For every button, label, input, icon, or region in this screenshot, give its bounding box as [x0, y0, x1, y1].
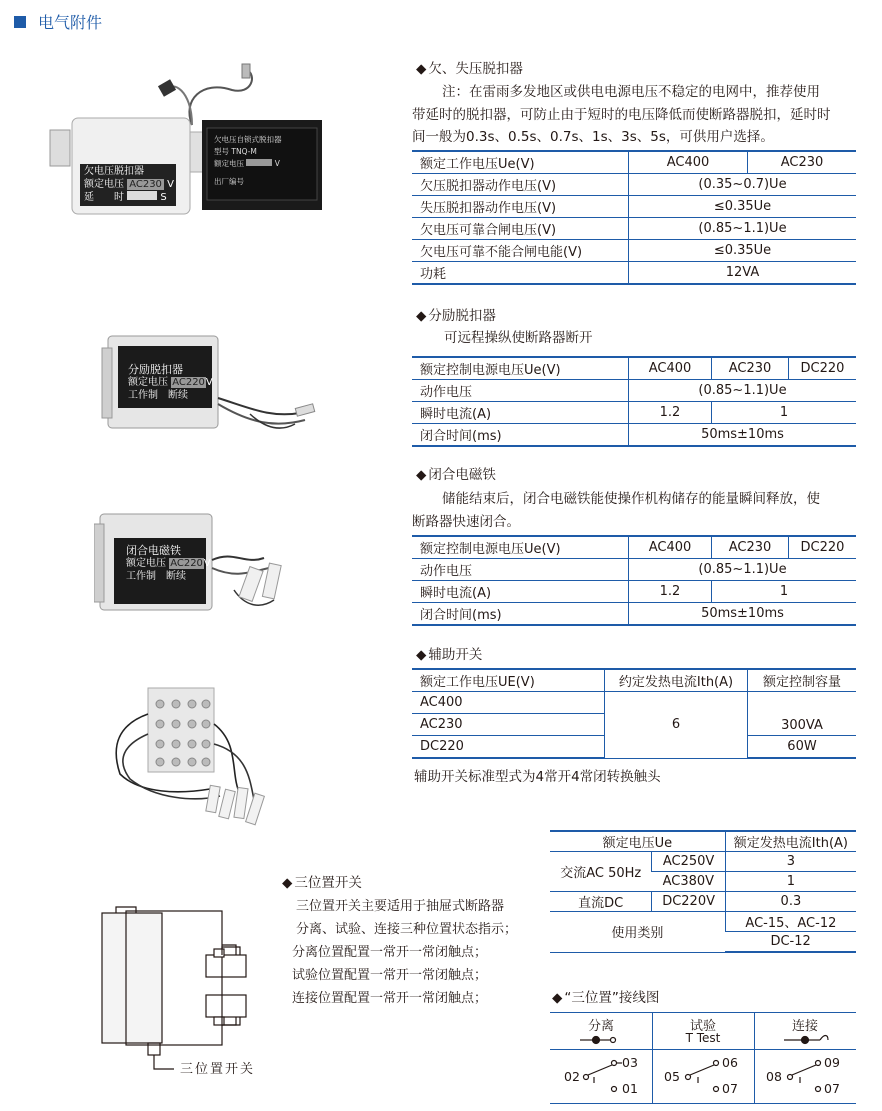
- shunt-note: 可远程操纵使断路器断开: [444, 330, 593, 346]
- cell-value: (0.85~1.1)Ue: [629, 559, 857, 581]
- section-title: 分励脱扣器: [428, 308, 496, 324]
- undervoltage-left-label: [84, 165, 174, 204]
- section-title: “三位置”接线图: [564, 990, 660, 1006]
- undervoltage-spec-table: [412, 150, 856, 285]
- table-row: [412, 559, 856, 581]
- undervoltage-heading: [416, 58, 523, 80]
- terminal-no: 06: [722, 1055, 738, 1070]
- cell-value: AC230: [712, 357, 789, 380]
- three-position-heading: [282, 872, 362, 894]
- cell-value: 0.3: [725, 892, 856, 912]
- label-value: AC220: [170, 558, 203, 569]
- cell-value: AC380V: [652, 872, 725, 892]
- column-header: 额定控制容量: [748, 669, 857, 692]
- auxiliary-footnote: 辅助开关标准型式为4常开4常闭转换触头: [414, 769, 661, 785]
- table-row: [412, 218, 856, 240]
- row-label: 闭合时间(ms): [412, 603, 629, 626]
- description-line: 三位置开关主要适用于抽屉式断路器: [296, 899, 505, 914]
- label-unit: V: [167, 179, 174, 190]
- cell-value: 1: [712, 581, 857, 603]
- table-row: [550, 852, 856, 872]
- note-line: 间一般为0.3s、0.5s、0.7s、1s、3s、5s，可供用户选择。: [412, 129, 774, 145]
- cell-value: ≤0.35Ue: [629, 196, 857, 218]
- note-line: 注：在雷雨多发地区或供电电源电压不稳定的电网中，推荐使用: [442, 84, 820, 100]
- table-row: [550, 892, 856, 912]
- cell-value: 50ms±10ms: [629, 424, 857, 447]
- description-line: 连接位置配置一常开一常闭触点；: [292, 991, 488, 1006]
- row-label: 欠电压可靠不能合闸电能(V): [412, 240, 629, 262]
- page-header: [14, 10, 102, 33]
- capacity-cell: 60W: [748, 736, 857, 759]
- label-line: 额定电压: [214, 159, 244, 168]
- cell-value: (0.35~0.7)Ue: [629, 174, 857, 196]
- section-title: 辅助开关: [428, 647, 483, 663]
- diamond-bullet-icon: ◆: [552, 990, 563, 1006]
- table-row: [412, 174, 856, 196]
- note-line: 断路器快速闭合。: [412, 513, 520, 530]
- cell-value: AC400: [629, 536, 712, 559]
- closing-note: [412, 488, 862, 533]
- section-title: 三位置开关: [294, 875, 362, 891]
- table-row: [412, 424, 856, 447]
- terminal-nc: 07: [722, 1081, 738, 1096]
- voltage-cell: DC220: [412, 736, 605, 759]
- cell-value: 1: [725, 872, 856, 892]
- terminal-no: 03: [622, 1055, 638, 1070]
- table-row: [412, 581, 856, 603]
- section-title: 欠、失压脱扣器: [428, 61, 523, 77]
- label-line: 额定电压: [84, 179, 124, 190]
- cell-value: DC220: [789, 357, 857, 380]
- wiring-col-test: 试验: [689, 1019, 716, 1034]
- table-row: [412, 240, 856, 262]
- terminal-nc: 01: [622, 1081, 638, 1096]
- cell-value: 12VA: [629, 262, 857, 285]
- table-row: [412, 692, 856, 714]
- column-header: 额定工作电压UE(V): [412, 669, 605, 692]
- cell-value: DC-12: [725, 932, 856, 953]
- shunt-spec-table: [412, 356, 856, 447]
- cell-value: AC400: [629, 357, 712, 380]
- cell-value: AC230: [748, 151, 857, 174]
- row-label: 瞬时电流(A): [412, 402, 629, 424]
- table-row: [550, 831, 856, 852]
- table-row: [550, 912, 856, 932]
- description-line: 分离、试验、连接三种位置状态指示；: [296, 922, 518, 937]
- row-label: 额定控制电源电压Ue(V): [412, 357, 629, 380]
- label-line: 延 时: [84, 192, 124, 203]
- auxiliary-switch-photo: [100, 684, 280, 834]
- label-line: 额定电压: [126, 558, 166, 569]
- table-row: [412, 402, 856, 424]
- table-row: [412, 151, 856, 174]
- column-header: 额定电压Ue: [550, 831, 725, 852]
- row-label: 失压脱扣器动作电压(V): [412, 196, 629, 218]
- row-label: 功耗: [412, 262, 629, 285]
- cell-value: AC230: [712, 536, 789, 559]
- cell-value: AC250V: [652, 852, 725, 872]
- label-title: 欠电压自锁式脱扣器: [214, 135, 282, 144]
- row-label: 欠电压可靠合闸电压(V): [412, 218, 629, 240]
- cell-value: DC220: [789, 536, 857, 559]
- diamond-bullet-icon: ◆: [282, 875, 293, 891]
- table-row: [412, 380, 856, 402]
- row-label: 动作电压: [412, 559, 629, 581]
- row-label: 额定控制电源电压Ue(V): [412, 536, 629, 559]
- closing-photo-label: [126, 544, 211, 583]
- terminal-common: 08: [766, 1069, 782, 1084]
- capacity-cell: 300VA: [748, 692, 857, 736]
- header-square-icon: [14, 16, 26, 28]
- label-model: 型号 TNQ-M: [214, 147, 257, 156]
- table-row: [412, 262, 856, 285]
- diamond-bullet-icon: ◆: [416, 308, 427, 324]
- note-line: 储能结束后，闭合电磁铁能使操作机构储存的能量瞬间释放，使: [442, 491, 820, 507]
- closing-heading: [416, 464, 496, 486]
- label-value: AC220: [172, 377, 205, 388]
- diamond-bullet-icon: ◆: [416, 467, 427, 483]
- cell-value: 50ms±10ms: [629, 603, 857, 626]
- table-row: [412, 536, 856, 559]
- three-position-spec-table: [550, 830, 856, 953]
- current-cell: 6: [605, 692, 748, 759]
- label-unit: V: [203, 558, 211, 569]
- cell-value: (0.85~1.1)Ue: [629, 218, 857, 240]
- cell-value: (0.85~1.1)Ue: [629, 380, 857, 402]
- cell-value: 1.2: [629, 581, 712, 603]
- row-label: 交流AC 50Hz: [550, 852, 652, 892]
- label-line: 工作制 断续: [126, 571, 186, 582]
- voltage-cell: AC230: [412, 714, 605, 736]
- three-position-switch-diagram: [96, 905, 276, 1075]
- cell-value: 1.2: [629, 402, 712, 424]
- cell-value: ≤0.35Ue: [629, 240, 857, 262]
- description-line: 分离位置配置一常开一常闭触点；: [292, 945, 488, 960]
- label-title: 分励脱扣器: [128, 363, 183, 376]
- row-label: 额定工作电压Ue(V): [412, 151, 629, 174]
- row-label: 使用类别: [550, 912, 725, 953]
- shunt-heading: [416, 305, 496, 327]
- column-header: 约定发热电流Ith(A): [605, 669, 748, 692]
- label-unit: S: [160, 192, 167, 203]
- column-header: 额定发热电流Ith(A): [725, 831, 856, 852]
- row-label: 瞬时电流(A): [412, 581, 629, 603]
- cell-value: 1: [712, 402, 857, 424]
- cell-value: AC-15、AC-12: [725, 912, 856, 932]
- terminal-common: 05: [664, 1069, 680, 1084]
- three-position-diagram-label: 三位置开关: [180, 1062, 256, 1077]
- terminal-nc: 07: [824, 1081, 840, 1096]
- table-row: [412, 196, 856, 218]
- label-title: 闭合电磁铁: [126, 544, 181, 557]
- wiring-col-separated: 分离: [587, 1019, 614, 1034]
- label-title: 欠电压脱扣器: [84, 166, 144, 177]
- auxiliary-spec-table: [412, 668, 856, 759]
- label-line: 额定电压: [128, 377, 168, 388]
- label-line: 工作制 断续: [128, 390, 188, 401]
- terminal-common: 02: [564, 1069, 580, 1084]
- wiring-col-test-sub: T Test: [685, 1031, 721, 1045]
- closing-spec-table: [412, 535, 856, 626]
- cell-value: AC400: [629, 151, 748, 174]
- label-code: 出厂编号: [214, 177, 244, 186]
- row-label: 欠压脱扣器动作电压(V): [412, 174, 629, 196]
- diamond-bullet-icon: ◆: [416, 61, 427, 77]
- terminal-no: 09: [824, 1055, 840, 1070]
- wiring-diagram: [550, 1012, 856, 1104]
- section-title: 闭合电磁铁: [428, 467, 496, 483]
- diamond-bullet-icon: ◆: [416, 647, 427, 663]
- contact-symbols: [550, 1051, 856, 1101]
- table-row: [412, 357, 856, 380]
- table-row: [412, 603, 856, 626]
- shunt-photo-label: [128, 363, 213, 402]
- row-label: 动作电压: [412, 380, 629, 402]
- table-row: [412, 669, 856, 692]
- three-position-description: [292, 895, 517, 1010]
- cell-value: DC220V: [652, 892, 725, 912]
- undervoltage-note: [412, 81, 862, 149]
- wiring-col-connected: 连接: [791, 1019, 818, 1034]
- row-label: 闭合时间(ms): [412, 424, 629, 447]
- page-title: 电气附件: [38, 13, 103, 32]
- voltage-cell: AC400: [412, 692, 605, 714]
- label-unit: V: [205, 377, 213, 388]
- auxiliary-heading: [416, 644, 482, 666]
- cell-value: 3: [725, 852, 856, 872]
- row-label: 直流DC: [550, 892, 652, 912]
- wiring-heading: [552, 987, 659, 1009]
- description-line: 试验位置配置一常开一常闭触点；: [292, 968, 488, 983]
- label-unit: V: [274, 159, 280, 168]
- label-value: AC230: [129, 179, 162, 190]
- note-line: 带延时的脱扣器，可防止由于短时的电压降低而使断路器脱扣，延时时: [412, 106, 831, 123]
- undervoltage-right-label: [214, 134, 282, 188]
- position-symbols: [550, 1031, 856, 1049]
